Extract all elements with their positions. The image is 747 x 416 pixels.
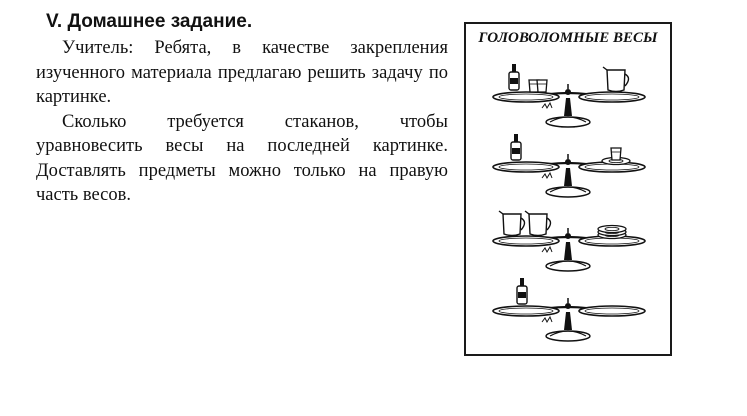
puzzle-scales-figure [464,22,672,356]
homework-heading: V. Домашнее задание. [46,11,253,32]
scale-4 [493,278,645,341]
scale-3 [493,211,645,271]
scale-2 [493,134,645,197]
task-question-paragraph: Сколько требуется стаканов, чтобы уравновесить весы на последней картинке. Доставлять предметы можно только на правую часть весов. [36,111,448,205]
puzzle-scales-illustration [466,24,670,354]
teacher-instruction-paragraph: Учитель: Ребята, в качестве закрепления изученного материала предлагаю решить задачу по картинке. [36,38,448,107]
homework-text-block [36,10,448,208]
figure-title: ГОЛОВОЛОМНЫЕ ВЕСЫ [478,30,658,46]
scale-1 [493,64,645,127]
